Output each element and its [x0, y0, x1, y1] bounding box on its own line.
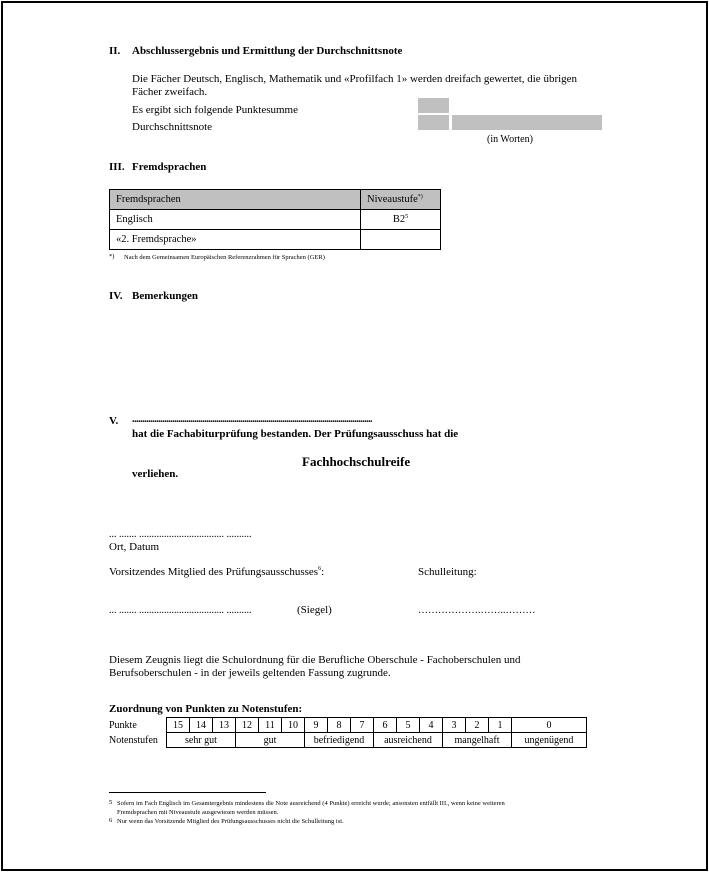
section-2-number: II. [109, 45, 121, 57]
ort-datum-dots: ... ....... .................................. .......... [109, 529, 252, 540]
points-cell: 15 [167, 718, 190, 733]
schulleitung-label: Schulleitung: [418, 566, 477, 578]
footnote-divider [109, 792, 266, 793]
table-header-row [110, 190, 441, 210]
verliehen-text: verliehen. [132, 468, 179, 480]
schulleitung-signature-dots: ……………….……..……… [418, 605, 536, 616]
grade-cell: ausreichend [374, 733, 443, 748]
student-name-dots: ........................................................................................................................ [132, 414, 372, 425]
in-worten-label: (in Worten) [487, 134, 533, 145]
section-4-number: IV. [109, 290, 123, 302]
weighting-text-line2: Fächer zweifach. [132, 86, 208, 98]
table-row [110, 230, 441, 250]
footnote-6-mark: 6 [109, 817, 113, 824]
footnote-5-mark: 5 [109, 799, 113, 806]
durchschnittsnote-field [418, 115, 449, 130]
points-cell: 13 [213, 718, 236, 733]
ger-footnote-text: Nach dem Gemeinsamen Europäischen Referenzrahmen für Sprachen (GER) [124, 254, 325, 261]
durchschnittsnote-words-field [452, 115, 602, 130]
section-2-title: Abschlussergebnis und Ermittlung der Durchschnittsnote [132, 45, 403, 57]
points-cell: 4 [420, 718, 443, 733]
points-cell: 12 [236, 718, 259, 733]
grades-row [109, 733, 587, 748]
section-4-title: Bemerkungen [132, 290, 198, 302]
grade-cell: ungenügend [512, 733, 587, 748]
fremdsprachen-table [109, 189, 441, 250]
footnote-6-text: Nur wenn das Vorsitzende Mitglied des Prüfungsausschusses nicht die Schulleitung ist. [117, 818, 344, 825]
points-cell: 5 [397, 718, 420, 733]
grade-cell: mangelhaft [443, 733, 512, 748]
footnote-5-text-cont: Fremdsprachen mit Niveaustufe ausgewiesen werden müssen. [117, 809, 279, 816]
punktesumme-field [418, 98, 449, 113]
ort-datum-label: Ort, Datum [109, 541, 160, 553]
points-cell: 0 [512, 718, 587, 733]
language-cell: Englisch [110, 210, 361, 230]
points-cell: 6 [374, 718, 397, 733]
footnote-5-text: Sofern im Fach Englisch im Gesamtergebnis mindestens die Note ausreichend (4 Punkte) erreicht wurde; ansonsten entfällt III., wenn keine weiteren [117, 800, 505, 807]
schulordnung-text-line1: Diesem Zeugnis liegt die Schulordnung für die Berufliche Oberschule - Fachoberschulen und [109, 654, 521, 666]
header-niveaustufe: Niveaustufe*) [361, 190, 441, 210]
table-row [110, 210, 441, 230]
ger-footnote-mark: *) [109, 253, 115, 260]
language-cell: «2. Fremdsprache» [110, 230, 361, 250]
durchschnittsnote-label: Durchschnittsnote [132, 121, 213, 133]
punktesumme-label: Es ergibt sich folgende Punktesumme [132, 104, 298, 116]
level-cell [361, 230, 441, 250]
grade-cell: befriedigend [305, 733, 374, 748]
points-cell: 3 [443, 718, 466, 733]
points-cell: 14 [190, 718, 213, 733]
bestanden-text: hat die Fachabiturprüfung bestanden. Der Prüfungsausschuss hat die [132, 428, 459, 440]
weighting-text-line1: Die Fächer Deutsch, Englisch, Mathematik und «Profilfach 1» werden dreifach gewertet, die übrigen [132, 73, 578, 85]
section-3-number: III. [109, 161, 125, 173]
siegel-label: (Siegel) [297, 604, 332, 616]
header-fremdsprachen: Fremdsprachen [110, 190, 361, 210]
section-5-number: V. [109, 415, 119, 427]
vorsitz-label: Vorsitzendes Mitglied des Prüfungsausschusses$^6$: [109, 566, 325, 578]
grading-title: Zuordnung von Punkten zu Notenstufen: [109, 703, 303, 715]
points-cell: 8 [328, 718, 351, 733]
points-cell: 1 [489, 718, 512, 733]
section-3-title: Fremdsprachen [132, 161, 207, 173]
degree-title: Fachhochschulreife [302, 454, 411, 469]
grade-cell: sehr gut [167, 733, 236, 748]
schulordnung-text-line2: Berufsoberschulen - in der jeweils geltenden Fassung zugrunde. [109, 667, 391, 679]
vorsitz-signature-dots: ... ....... .................................. .......... [109, 605, 252, 616]
points-cell: 10 [282, 718, 305, 733]
grade-cell: gut [236, 733, 305, 748]
points-cell: 2 [466, 718, 489, 733]
points-row [109, 718, 587, 733]
punkte-label: Punkte [109, 719, 137, 731]
grading-table [109, 717, 587, 748]
points-cell: 9 [305, 718, 328, 733]
level-cell: $B2^5$ [361, 210, 441, 230]
points-cell: 11 [259, 718, 282, 733]
notenstufen-label: Notenstufen [109, 734, 158, 746]
points-cell: 7 [351, 718, 374, 733]
